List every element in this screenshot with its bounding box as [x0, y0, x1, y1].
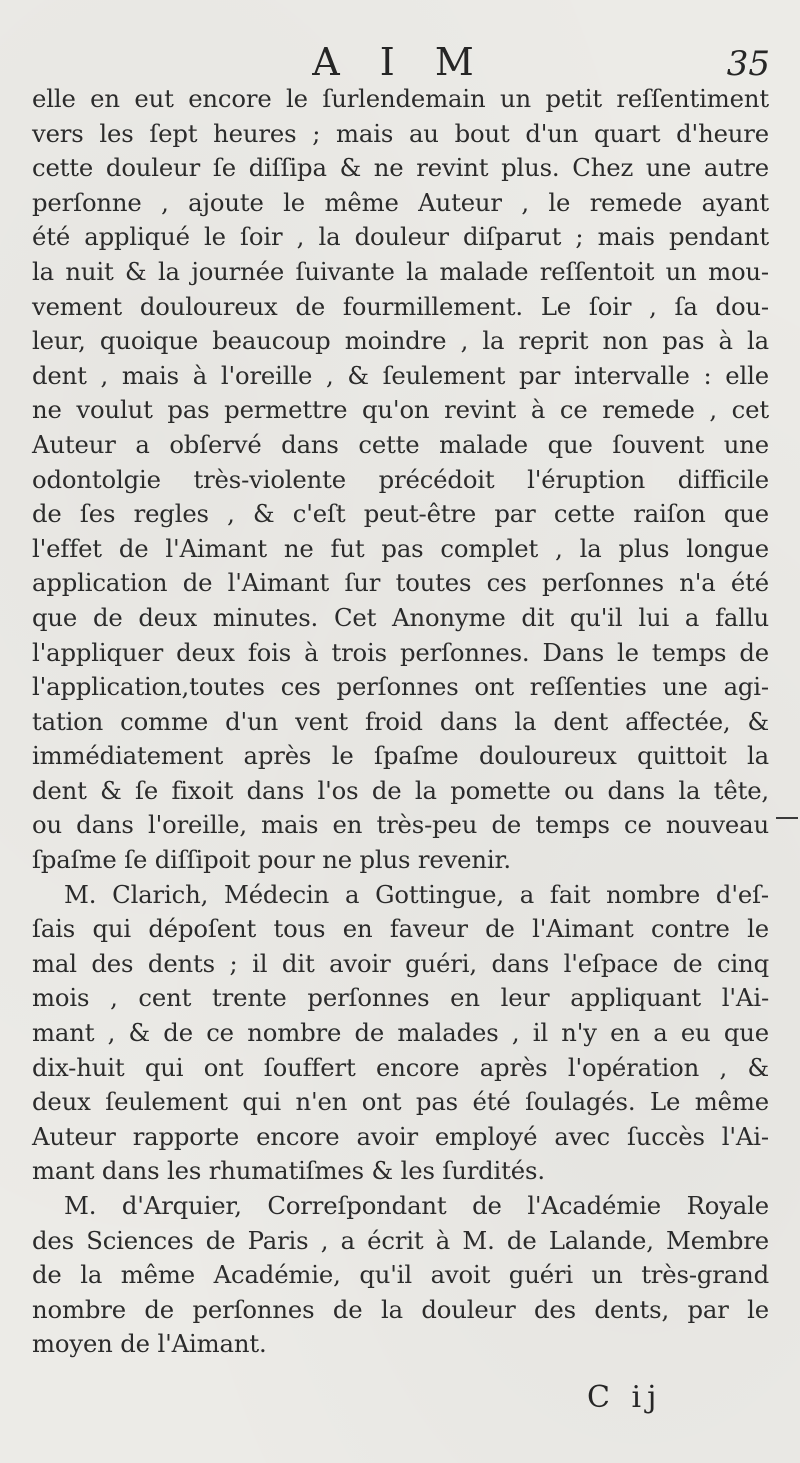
- text-line: application de l'Aimant ſur toutes ces perſonnes n'a été: [32, 568, 769, 598]
- text-line: Auteur a obſervé dans cette malade que ſouvent une: [32, 429, 769, 459]
- text-line: de ſes regles , & c'eſt peut-être par cette raiſon que: [32, 499, 769, 529]
- page-number: 35: [726, 44, 770, 84]
- text-line: mal des dents ; il dit avoir guéri, dans l'eſpace de cinq: [32, 948, 769, 978]
- text-line: vers les ſept heures ; mais au bout d'un quart d'heure: [32, 118, 769, 148]
- text-line: l'application,toutes ces perſonnes ont reſſenties une agi-: [32, 672, 769, 702]
- text-line: cette douleur ſe diſſipa & ne revint plus. Chez une autre: [32, 153, 769, 183]
- text-line: ne voulut pas permettre qu'on revint à ce remede , cet: [32, 395, 769, 425]
- paragraph-start-line: M. Clarich, Médecin a Gottingue, a fait nombre d'eſ-: [64, 879, 769, 909]
- text-line: dix-huit qui ont ſouffert encore après l'opération , &: [32, 1052, 769, 1082]
- text-line: Auteur rapporte encore avoir employé avec ſuccès l'Ai-: [32, 1121, 769, 1151]
- text-line: mois , cent trente perſonnes en leur appliquant l'Ai-: [32, 983, 769, 1013]
- text-line: elle en eut encore le ſurlendemain un petit reſſentiment: [32, 84, 769, 113]
- text-line: l'appliquer deux fois à trois perſonnes. Dans le temps de: [32, 637, 769, 667]
- text-line: mant , & de ce nombre de malades , il n'y en a eu que: [32, 1018, 769, 1048]
- text-line: de la même Académie, qu'il avoit guéri un très-grand: [32, 1260, 769, 1290]
- text-line: ou dans l'oreille, mais en très-peu de temps ce nouveau: [32, 810, 769, 840]
- text-line: tation comme d'un vent froid dans la dent affectée, &: [32, 706, 769, 736]
- text-line: dent , mais à l'oreille , & ſeulement par intervalle : elle: [32, 360, 769, 390]
- paragraph-end-line: ſpaſme ſe diſſipoit pour ne plus revenir.: [32, 845, 511, 875]
- paragraph-end-line: mant dans les rhumatiſmes & les ſurdités.: [32, 1156, 545, 1186]
- text-line: immédiatement après le ſpaſme douloureux quittoit la: [32, 741, 769, 771]
- paragraph-start-line: M. d'Arquier, Correſpondant de l'Académie Royale: [64, 1191, 769, 1220]
- page-header: [0, 40, 800, 84]
- text-line: leur, quoique beaucoup moindre , la reprit non pas à la: [32, 326, 769, 356]
- text-line: été appliqué le ſoir , la douleur diſparut ; mais pendant: [32, 222, 769, 252]
- text-line: deux ſeulement qui n'en ont pas été ſoulagés. Le même: [32, 1087, 769, 1117]
- body-text: [32, 82, 769, 1362]
- signature-mark: C ij: [587, 1380, 663, 1415]
- text-line: perſonne , ajoute le même Auteur , le remede ayant: [32, 187, 769, 217]
- text-line: l'effet de l'Aimant ne fut pas complet , la plus longue: [32, 533, 769, 563]
- text-line: dent & ſe fixoit dans l'os de la pomette ou dans la tête,: [32, 775, 769, 805]
- text-line: ſais qui dépoſent tous en faveur de l'Aimant contre le: [32, 914, 769, 944]
- text-line: que de deux minutes. Cet Anonyme dit qu'il lui a fallu: [32, 602, 769, 632]
- text-line: nombre de perſonnes de la douleur des dents, par le: [32, 1294, 769, 1324]
- text-line: odontolgie très-violente précédoit l'éruption difficile: [32, 464, 769, 494]
- running-head: A I M: [312, 40, 488, 84]
- text-line: des Sciences de Paris , a écrit à M. de Lalande, Membre: [32, 1225, 769, 1255]
- text-line: la nuit & la journée ſuivante la malade reſſentoit un mou-: [32, 256, 769, 286]
- margin-rule: [776, 817, 798, 819]
- text-line: vement douloureux de fourmillement. Le ſoir , ſa dou-: [32, 291, 769, 321]
- paragraph-end-line: moyen de l'Aimant.: [32, 1329, 267, 1359]
